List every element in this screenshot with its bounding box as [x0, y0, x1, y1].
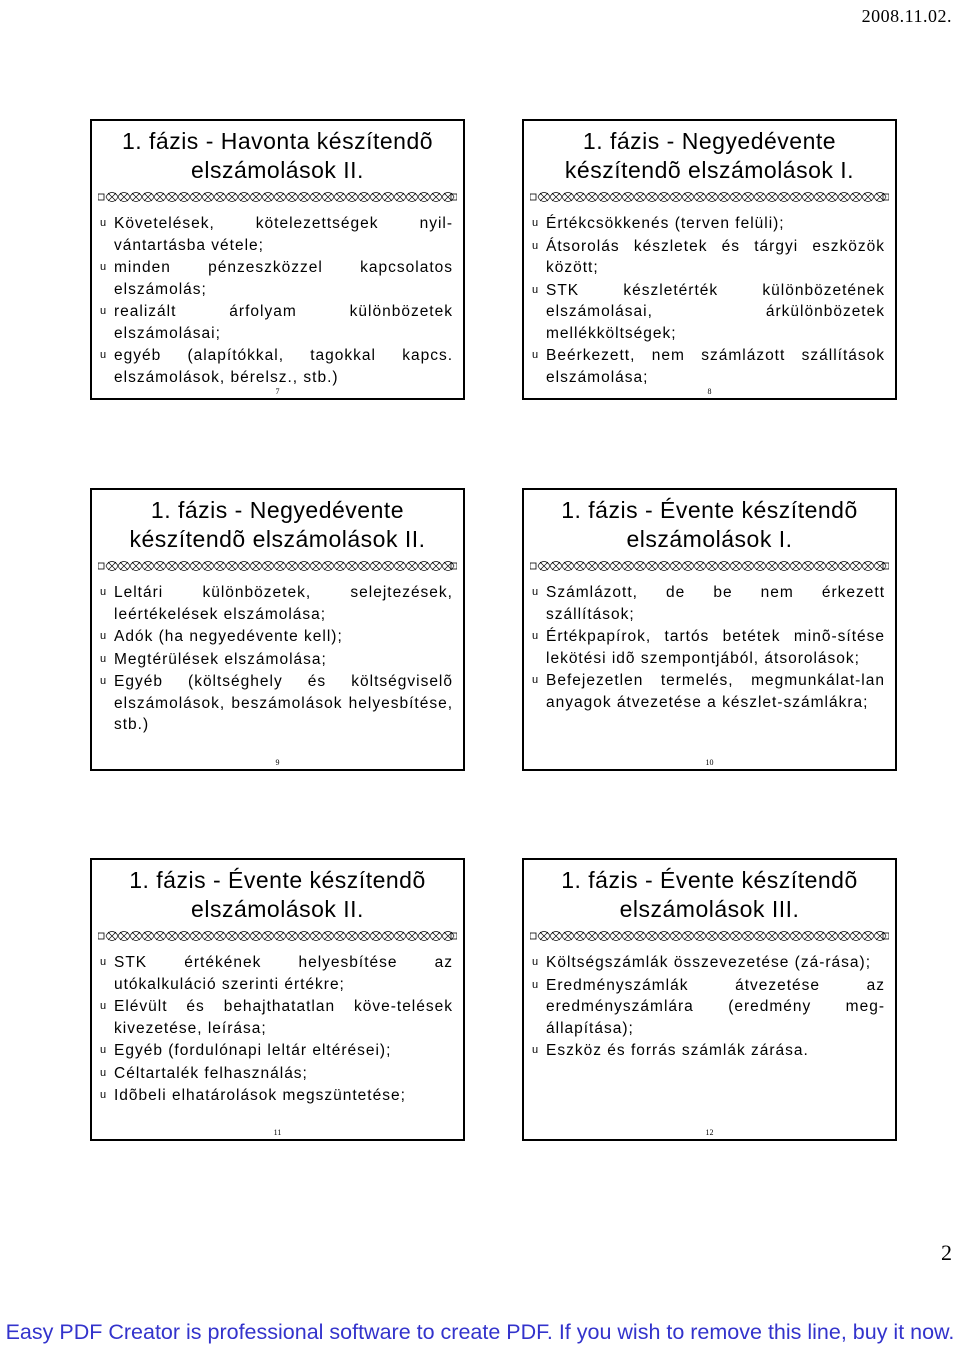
bullet-icon: u	[100, 1066, 108, 1079]
chain-link	[202, 562, 214, 571]
chain-divider-icon	[530, 560, 889, 572]
list-item: u Céltartalék felhasználás;	[98, 1063, 453, 1085]
bullet-icon: u	[100, 586, 108, 598]
chain-link	[742, 932, 754, 941]
chain-link	[670, 932, 682, 941]
chain-link	[658, 932, 670, 941]
list-item: u STK készletérték különbözetének elszámolásai, árkülönbözetek mellékköltségek;	[530, 280, 885, 345]
chain-link	[730, 193, 742, 202]
chain-link	[418, 932, 430, 941]
chain-link	[190, 193, 202, 202]
bullet-icon: u	[532, 630, 540, 642]
chain-link	[538, 932, 550, 941]
chain-link	[382, 562, 394, 571]
chain-link	[166, 562, 178, 571]
slide-9	[90, 488, 465, 771]
chain-link	[718, 193, 730, 202]
chain-link	[562, 932, 574, 941]
chain-link	[622, 932, 634, 941]
chain-link	[238, 193, 250, 202]
list-item: u Adók (ha negyedévente kell);	[98, 626, 453, 648]
chain-link	[382, 193, 394, 202]
chain-link	[658, 562, 670, 571]
slide-title: 1. fázis - Évente készítendõ elszámolások I.	[561, 497, 858, 552]
chain-link	[334, 193, 346, 202]
decorative-divider	[98, 930, 457, 942]
chain-link	[550, 562, 562, 571]
chain-link	[538, 562, 550, 571]
bullet-icon: u	[532, 1044, 540, 1056]
chain-link	[358, 932, 370, 941]
chain-link	[118, 932, 130, 941]
bullet-list	[524, 203, 895, 388]
chain-link	[778, 932, 790, 941]
list-item: u Idõbeli elhatárolások megszüntetése;	[98, 1085, 453, 1107]
chain-link	[778, 562, 790, 571]
chain-link	[286, 932, 298, 941]
chain-link	[310, 932, 322, 941]
chain-link	[562, 193, 574, 202]
chain-link	[718, 932, 730, 941]
bullet-icon: u	[100, 630, 108, 642]
chain-link	[682, 932, 694, 941]
chain-link	[370, 562, 382, 571]
slide-number: 11	[273, 1128, 282, 1137]
chain-link	[346, 193, 358, 202]
chain-link	[646, 932, 658, 941]
chain-link	[370, 193, 382, 202]
chain-link	[802, 193, 814, 202]
list-item: u Eszköz és forrás számlák zárása.	[530, 1040, 885, 1062]
chain-link	[238, 932, 250, 941]
slide-10	[522, 488, 897, 771]
chain-link	[730, 562, 742, 571]
bullet-icon: u	[100, 675, 108, 687]
bullet-list	[92, 942, 463, 1107]
chain-link	[610, 193, 622, 202]
chain-divider-icon	[98, 560, 457, 572]
slide-number: 7	[275, 387, 280, 396]
chain-link	[298, 932, 310, 941]
chain-link	[682, 193, 694, 202]
chain-link	[862, 932, 874, 941]
chain-link	[334, 562, 346, 571]
chain-link	[298, 193, 310, 202]
pdf-creator-banner[interactable]: Easy PDF Creator is professional software to create PDF. If you wish to remove this line, buy it now.	[5, 1320, 955, 1344]
chain-divider-icon	[530, 930, 889, 942]
chain-link	[358, 193, 370, 202]
bullet-icon: u	[532, 283, 540, 296]
chain-link	[130, 932, 142, 941]
chain-link	[322, 932, 334, 941]
chain-link	[550, 193, 562, 202]
chain-link	[682, 562, 694, 571]
chain-link	[118, 193, 130, 202]
chain-link	[406, 562, 418, 571]
chain-link	[814, 562, 826, 571]
list-item: u Egyéb (költséghely és költségviselõ elszámolások, beszámolások helyesbítése, stb.)	[98, 671, 453, 736]
bullet-icon: u	[532, 978, 540, 991]
chain-link	[802, 562, 814, 571]
chain-link	[598, 193, 610, 202]
chain-link	[334, 932, 346, 941]
chain-link	[706, 562, 718, 571]
slide-title: 1. fázis - Negyedévente készítendõ elszámolások II.	[129, 497, 426, 552]
chain-link	[850, 193, 862, 202]
chain-link	[574, 562, 586, 571]
chain-link	[550, 932, 562, 941]
chain-link	[598, 932, 610, 941]
slide-number: 8	[707, 387, 712, 396]
list-item: u Megtérülések elszámolása;	[98, 649, 453, 671]
chain-link	[214, 932, 226, 941]
chain-link	[370, 932, 382, 941]
slide-7	[90, 119, 465, 400]
list-item: u Követelések, kötelezettségek nyil-vántartásba vétele;	[98, 213, 453, 256]
chain-link	[754, 562, 766, 571]
chain-divider-icon	[98, 191, 457, 203]
chain-link	[658, 193, 670, 202]
chain-link	[646, 193, 658, 202]
chain-link	[106, 932, 118, 941]
chain-link	[262, 562, 274, 571]
bullet-icon: u	[100, 349, 108, 361]
decorative-divider	[530, 930, 889, 942]
chain-link	[694, 562, 706, 571]
list-item: u Értékcsökkenés (terven felüli);	[530, 213, 885, 235]
chain-link	[226, 193, 238, 202]
chain-link	[562, 562, 574, 571]
chain-link	[430, 193, 442, 202]
bullet-list	[92, 203, 463, 388]
chain-link	[190, 562, 202, 571]
slide-11	[90, 858, 465, 1141]
chain-link	[790, 562, 802, 571]
divider-end-cap	[98, 563, 104, 569]
chain-link	[766, 562, 778, 571]
chain-link	[286, 193, 298, 202]
bullet-icon: u	[100, 652, 108, 665]
header-date: 2008.11.02.	[861, 6, 952, 26]
bullet-icon: u	[532, 217, 540, 229]
chain-link	[826, 932, 838, 941]
divider-end-cap	[530, 563, 536, 569]
chain-link	[742, 193, 754, 202]
bullet-icon: u	[532, 956, 540, 968]
list-item: u Egyéb (fordulónapi leltár eltérései);	[98, 1040, 453, 1062]
slide-title: 1. fázis - Negyedévente készítendõ elszámolások I.	[564, 128, 855, 183]
chain-link	[178, 932, 190, 941]
chain-link	[202, 932, 214, 941]
bullet-icon: u	[100, 1000, 108, 1012]
slide-title: 1. fázis - Évente készítendõ elszámolások II.	[129, 867, 426, 922]
list-item: u Elévült és behajthatatlan köve-telések kivezetése, leírása;	[98, 996, 453, 1039]
divider-end-cap	[530, 933, 536, 939]
chain-link	[430, 932, 442, 941]
chain-link	[406, 932, 418, 941]
chain-divider-icon	[98, 930, 457, 942]
bullet-icon: u	[532, 349, 540, 361]
list-item: u minden pénzeszközzel kapcsolatos elszámolás;	[98, 257, 453, 300]
chain-link	[538, 193, 550, 202]
chain-link	[622, 562, 634, 571]
chain-link	[394, 932, 406, 941]
slide-number: 10	[705, 758, 714, 767]
list-item: u Befejezetlen termelés, megmunkálat-lan anyagok átvezetése a készlet-számlákra;	[530, 670, 885, 713]
bullet-icon: u	[532, 674, 540, 686]
list-item: u Értékpapírok, tartós betétek minõ-sítése lekötési idõ szempontjából, átsorolások;	[530, 626, 885, 669]
list-item: u Átsorolás készletek és tárgyi eszközök között;	[530, 236, 885, 279]
chain-link	[178, 193, 190, 202]
chain-link	[862, 562, 874, 571]
chain-link	[406, 193, 418, 202]
chain-link	[838, 562, 850, 571]
chain-link	[154, 932, 166, 941]
chain-link	[598, 562, 610, 571]
list-item: u Költségszámlák összevezetése (zá-rása);	[530, 952, 885, 974]
decorative-divider	[530, 191, 889, 203]
chain-link	[142, 562, 154, 571]
list-item: u Eredményszámlák átvezetése az eredményszámlára (eredmény meg-állapítása);	[530, 975, 885, 1040]
chain-link	[166, 932, 178, 941]
chain-link	[394, 562, 406, 571]
chain-link	[382, 932, 394, 941]
slide-number: 12	[705, 1128, 714, 1137]
chain-link	[574, 193, 586, 202]
divider-end-cap	[530, 194, 536, 200]
chain-link	[670, 562, 682, 571]
chain-link	[754, 932, 766, 941]
chain-link	[250, 562, 262, 571]
chain-link	[766, 193, 778, 202]
chain-link	[310, 193, 322, 202]
chain-link	[574, 932, 586, 941]
chain-link	[706, 193, 718, 202]
bullet-list	[92, 572, 463, 736]
slide-title: 1. fázis - Havonta készítendõ elszámolások II.	[121, 128, 434, 183]
chain-link	[250, 932, 262, 941]
chain-link	[634, 562, 646, 571]
decorative-divider	[98, 560, 457, 572]
chain-link	[106, 193, 118, 202]
chain-link	[130, 562, 142, 571]
chain-link	[838, 932, 850, 941]
chain-link	[826, 193, 838, 202]
chain-link	[250, 193, 262, 202]
chain-link	[814, 193, 826, 202]
chain-link	[142, 193, 154, 202]
chain-link	[778, 193, 790, 202]
bullet-icon: u	[100, 1044, 108, 1056]
chain-link	[106, 562, 118, 571]
divider-end-cap	[98, 933, 104, 939]
list-item: u realizált árfolyam különbözetek elszámolásai;	[98, 301, 453, 344]
chain-link	[586, 562, 598, 571]
chain-link	[154, 193, 166, 202]
slide-12	[522, 858, 897, 1141]
chain-link	[742, 562, 754, 571]
chain-link	[634, 193, 646, 202]
chain-link	[826, 562, 838, 571]
bullet-icon: u	[100, 217, 108, 229]
chain-link	[790, 932, 802, 941]
chain-link	[214, 562, 226, 571]
bullet-list	[524, 572, 895, 713]
chain-link	[718, 562, 730, 571]
chain-link	[214, 193, 226, 202]
chain-link	[814, 932, 826, 941]
chain-link	[262, 193, 274, 202]
chain-link	[850, 932, 862, 941]
chain-link	[190, 932, 202, 941]
chain-link	[394, 193, 406, 202]
chain-link	[754, 193, 766, 202]
bullet-icon: u	[532, 586, 540, 598]
bullet-icon: u	[532, 239, 540, 252]
chain-link	[274, 562, 286, 571]
chain-link	[262, 932, 274, 941]
list-item: u Leltári különbözetek, selejtezések, leértékelések elszámolása;	[98, 582, 453, 625]
slide-8	[522, 119, 897, 400]
chain-link	[634, 932, 646, 941]
chain-link	[322, 562, 334, 571]
chain-link	[286, 562, 298, 571]
chain-link	[586, 193, 598, 202]
chain-link	[790, 193, 802, 202]
chain-link	[166, 193, 178, 202]
chain-link	[358, 562, 370, 571]
chain-link	[298, 562, 310, 571]
chain-link	[238, 562, 250, 571]
chain-link	[610, 562, 622, 571]
chain-link	[430, 562, 442, 571]
chain-link	[646, 562, 658, 571]
chain-link	[694, 932, 706, 941]
chain-divider-icon	[530, 191, 889, 203]
chain-link	[226, 932, 238, 941]
chain-link	[346, 562, 358, 571]
chain-link	[850, 562, 862, 571]
chain-link	[178, 562, 190, 571]
chain-link	[586, 932, 598, 941]
chain-link	[706, 932, 718, 941]
chain-link	[274, 193, 286, 202]
decorative-divider	[530, 560, 889, 572]
bullet-icon: u	[100, 261, 108, 273]
slide-number: 9	[275, 758, 280, 767]
chain-link	[622, 193, 634, 202]
chain-link	[766, 932, 778, 941]
list-item: u Beérkezett, nem számlázott szállítások elszámolása;	[530, 345, 885, 388]
page-number: 2	[941, 1240, 952, 1265]
chain-link	[142, 932, 154, 941]
list-item: u STK értékének helyesbítése az utókalkuláció szerinti értékre;	[98, 952, 453, 995]
decorative-divider	[98, 191, 457, 203]
list-item: u Számlázott, de be nem érkezett szállítások;	[530, 582, 885, 625]
chain-link	[322, 193, 334, 202]
chain-link	[202, 193, 214, 202]
chain-link	[154, 562, 166, 571]
chain-link	[130, 193, 142, 202]
chain-link	[118, 562, 130, 571]
chain-link	[730, 932, 742, 941]
chain-link	[310, 562, 322, 571]
chain-link	[418, 562, 430, 571]
chain-link	[226, 562, 238, 571]
chain-link	[802, 932, 814, 941]
bullet-icon: u	[100, 305, 108, 317]
list-item: u egyéb (alapítókkal, tagokkal kapcs. elszámolások, bérelsz., stb.)	[98, 345, 453, 388]
chain-link	[346, 932, 358, 941]
bullet-icon: u	[100, 956, 108, 968]
divider-end-cap	[98, 194, 104, 200]
bullet-icon: u	[100, 1089, 108, 1101]
chain-link	[670, 193, 682, 202]
bullet-list	[524, 942, 895, 1062]
chain-link	[418, 193, 430, 202]
chain-link	[694, 193, 706, 202]
slide-title: 1. fázis - Évente készítendõ elszámolások III.	[561, 867, 858, 922]
chain-link	[862, 193, 874, 202]
chain-link	[274, 932, 286, 941]
chain-link	[610, 932, 622, 941]
chain-link	[838, 193, 850, 202]
